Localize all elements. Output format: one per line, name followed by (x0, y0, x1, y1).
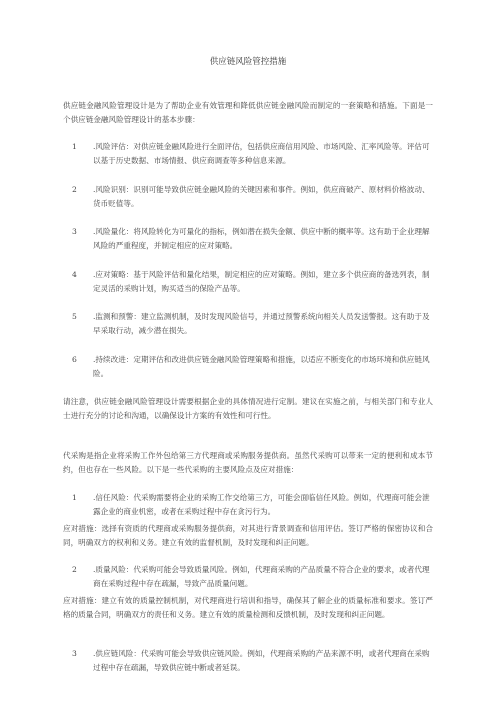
list-item (72, 353, 434, 381)
list-item-number: 6 (72, 355, 77, 364)
list-item-number: 5 (72, 312, 77, 321)
list-item-text: .信任风险：代采购需要将企业的采购工作交给第三方，可能会面临信任风险。例如，代理商可能会泄露企业的商业机密，或者在采购过程中存在贪污行为。 (93, 493, 430, 516)
list-item (72, 140, 434, 168)
section2-response-2: 应对措施：建立有效的质量控制机制，对代理商进行培训和指导，确保其了解企业的质量标准和要求。签订严格的质量合同，明确双方的责任和义务。建立有效的质量检测和反馈机制，及时发现和纠正问题。 (63, 596, 433, 619)
list-item-text: .监测和预警：建立监测机制，及时发现风险信号，并通过预警系统向相关人员发送警报。这有助于及早采取行动，减少潜在损失。 (93, 312, 430, 335)
list-item (72, 647, 434, 675)
section2-intro: 代采购是指企业将采购工作外包给第三方代理商或采购服务提供商。虽然代采购可以带来一定的便利和成本节约，但也存在一些风险。以下是一些代采购的主要风险点及应对措施： (63, 451, 433, 474)
list-item-number: 1 (72, 142, 77, 151)
section1-intro: 供应链金融风险管理设计是为了帮助企业有效管理和降低供应链金融风险而制定的一套策略和措施。下面是一个供应链金融风险管理设计的基本步骤： (63, 101, 433, 124)
section1-note: 请注意，供应链金融风险管理设计需要根据企业的具体情况进行定制。建议在实施之前，与相关部门和专业人士进行充分的讨论和沟通，以确保设计方案的有效性和可行性。 (63, 397, 433, 420)
list-item-text: .风险量化：将风险转化为可量化的指标，例如潜在损失金额、供应中断的概率等。这有助于企业理解风险的严重程度，并制定相应的应对策略。 (93, 227, 430, 250)
list-item-text: .应对策略：基于风险评估和量化结果，制定相应的应对策略。例如，建立多个供应商的备选列表，制定灵活的采购计划，购买适当的保险产品等。 (93, 270, 430, 293)
list-item-text: .风险识别：识别可能导致供应链金融风险的关键因素和事件。例如，供应商破产、原材料价格波动、货币贬值等。 (93, 185, 430, 208)
list-item (72, 491, 434, 519)
list-item-number: 3 (72, 227, 77, 236)
list-item (72, 563, 434, 591)
list-item-text: .供应链风险：代采购可能会导致供应链风险。例如，代理商采购的产品来源不明，或者代理商在采购过程中存在疏漏，导致供应链中断或者延误。 (93, 649, 430, 672)
list-item-text: .风险评估：对供应链金融风险进行全面评估，包括供应商信用风险、市场风险、汇率风险等。评估可以基于历史数据、市场情报、供应商调查等多种信息来源。 (93, 142, 430, 165)
section2-response-1: 应对措施：选择有资质的代理商或采购服务提供商，对其进行背景调查和信用评估。签订严格的保密协议和合同，明确双方的权利和义务。建立有效的监督机制，及时发现和纠正问题。 (63, 524, 433, 547)
list-item (72, 225, 434, 253)
list-item (72, 310, 434, 338)
list-item-number: 2 (72, 565, 77, 574)
list-item-number: 1 (72, 493, 77, 502)
list-item-text: .质量风险：代采购可能会导致质量风险。例如，代理商采购的产品质量不符合企业的要求，或者代理商在采购过程中存在疏漏，导致产品质量问题。 (93, 565, 430, 588)
list-item-number: 4 (72, 270, 77, 279)
list-item (72, 268, 434, 296)
list-item-number: 2 (72, 185, 77, 194)
list-item (72, 183, 434, 211)
list-item-text: .持续改进：定期评估和改进供应链金融风险管理策略和措施，以适应不断变化的市场环境和供应链风险。 (93, 355, 430, 378)
page-title: 供应链风险管控措施 (209, 57, 287, 67)
list-item-number: 3 (72, 649, 77, 658)
